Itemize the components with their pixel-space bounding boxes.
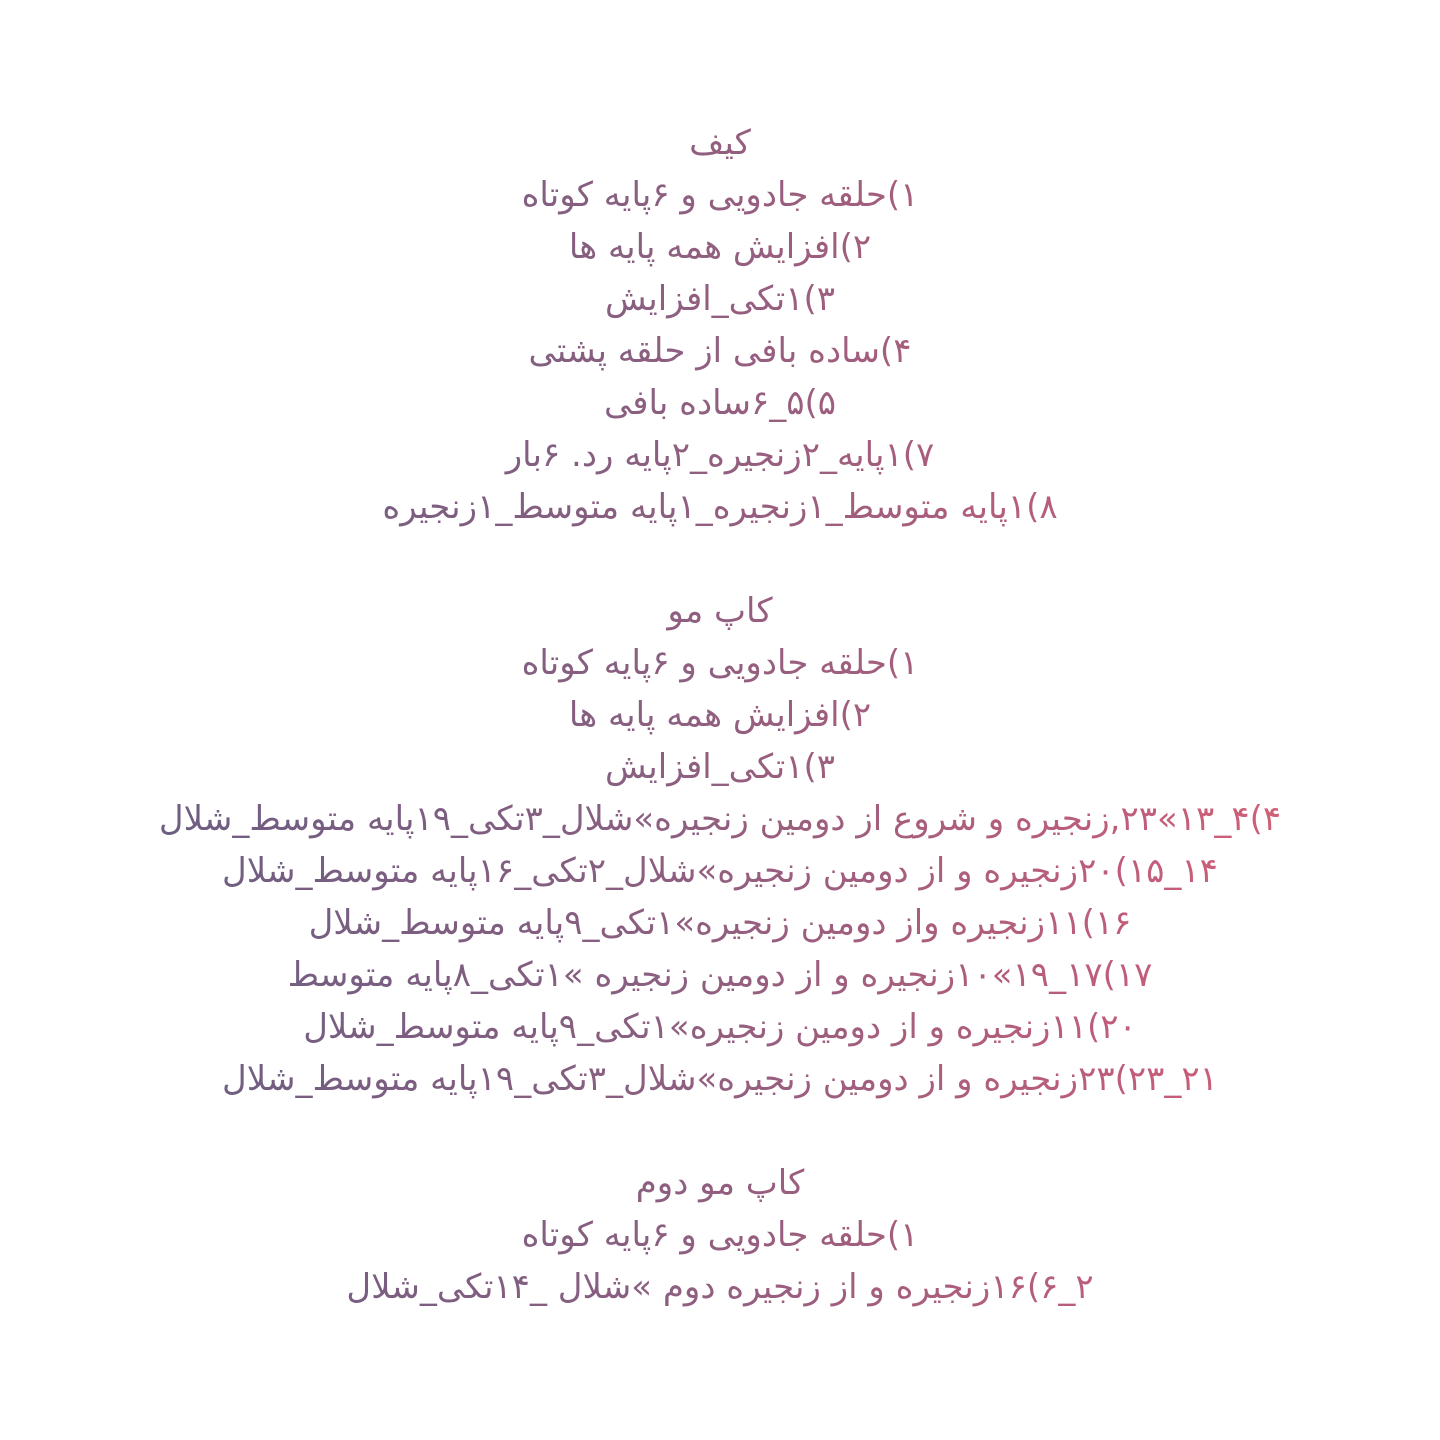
section-second-hair-cup (0, 1157, 1440, 1313)
pattern-row: ۱)حلقه جادویی و ۶پایه کوتاه (0, 1209, 1440, 1261)
section-bag (0, 117, 1440, 533)
pattern-row: ۵)۵_۶ساده بافی (0, 377, 1440, 429)
pattern-row: ۴)۴_۱۳»۲۳,زنجیره و شروع از دومین زنجیره»شلال_۳تکی_۱۹پایه متوسط_شلال (0, 793, 1440, 845)
pattern-row: ۲۰)۱۱زنجیره و از دومین زنجیره»۱تکی_۹پایه متوسط_شلال (0, 1001, 1440, 1053)
pattern-row: ۱)حلقه جادویی و ۶پایه کوتاه (0, 169, 1440, 221)
pattern-row: ۱۷)۱۷_۱۹»۱۰زنجیره و از دومین زنجیره »۱تکی_۸پایه متوسط (0, 949, 1440, 1001)
section-title: کاپ مو (0, 585, 1440, 637)
pattern-row: ۱)حلقه جادویی و ۶پایه کوتاه (0, 637, 1440, 689)
pattern-row: ۲_۶)۱۶زنجیره و از زنجیره دوم »شلال _۱۴تکی_شلال (0, 1261, 1440, 1313)
pattern-row: ۸)۱پایه متوسط_۱زنجیره_۱پایه متوسط_۱زنجیره (0, 481, 1440, 533)
pattern-row: ۱۶)۱۱زنجیره واز دومین زنجیره»۱تکی_۹پایه متوسط_شلال (0, 897, 1440, 949)
pattern-row: ۲)افزایش همه پایه ها (0, 689, 1440, 741)
pattern-row: ۲)افزایش همه پایه ها (0, 221, 1440, 273)
section-title: کیف (0, 117, 1440, 169)
section-hair-cup (0, 585, 1440, 1105)
pattern-document (0, 117, 1440, 1313)
pattern-row: ۴)ساده بافی از حلقه پشتی (0, 325, 1440, 377)
section-title: کاپ مو دوم (0, 1157, 1440, 1209)
pattern-row: ۳)۱تکی_افزایش (0, 273, 1440, 325)
pattern-row: ۲۱_۲۳)۲۳زنجیره و از دومین زنجیره»شلال_۳تکی_۱۹پایه متوسط_شلال (0, 1053, 1440, 1105)
pattern-row: ۳)۱تکی_افزایش (0, 741, 1440, 793)
pattern-row: ۷)۱پایه_۲زنجیره_۲پایه رد. ۶بار (0, 429, 1440, 481)
pattern-row: ۱۴_۱۵)۲۰زنجیره و از دومین زنجیره»شلال_۲تکی_۱۶پایه متوسط_شلال (0, 845, 1440, 897)
